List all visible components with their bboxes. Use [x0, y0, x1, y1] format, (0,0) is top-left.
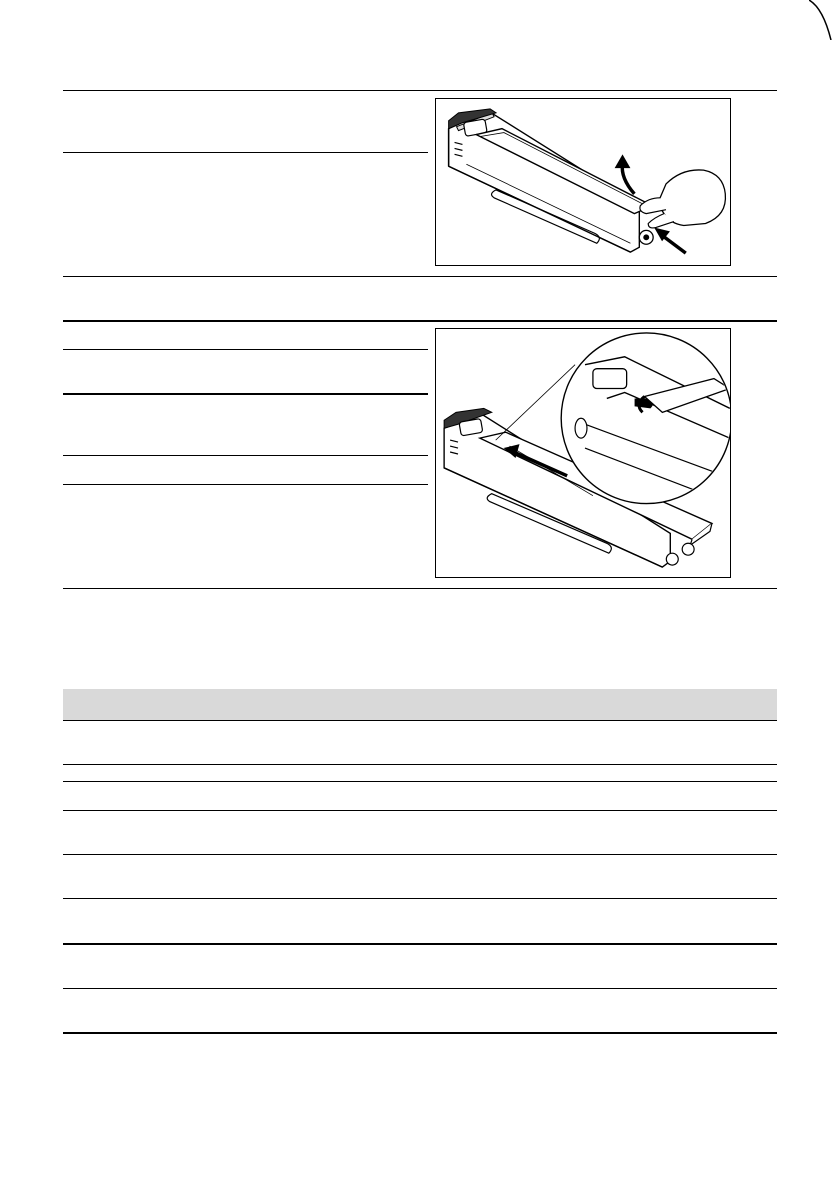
tray-insertion-figure: [435, 328, 731, 578]
section-rule: [63, 588, 777, 589]
table-header-row: [63, 689, 777, 721]
section-rule: [63, 320, 777, 322]
table-row-divider: [63, 781, 777, 782]
table-row-divider: [63, 810, 777, 811]
table-row-divider: [63, 943, 777, 945]
step-divider: [63, 349, 428, 350]
step-divider: [63, 455, 428, 456]
section-rule: [63, 90, 777, 91]
table-row-divider: [63, 854, 777, 855]
step-divider: [63, 393, 428, 395]
section-rule: [63, 276, 777, 277]
crop-mark: [809, 0, 839, 40]
step-divider: [63, 152, 428, 153]
lid-removal-figure: [435, 98, 731, 266]
filter-tray-lid-removal-illustration: [436, 99, 730, 265]
filter-tray-insert-illustration: [436, 329, 730, 577]
table-row-divider: [63, 898, 777, 899]
table-row-divider: [63, 988, 777, 989]
table-row-divider: [63, 764, 777, 765]
step-divider: [63, 484, 428, 485]
table-bottom-rule: [63, 1032, 777, 1034]
